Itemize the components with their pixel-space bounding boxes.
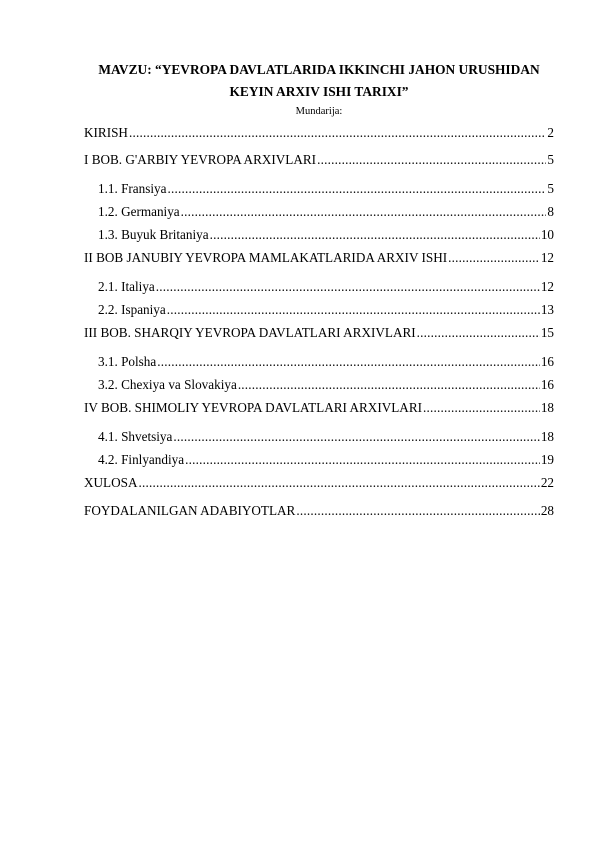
toc-page-number: 28 [540,503,554,518]
toc-entry-1-3[interactable] [98,226,554,244]
toc-entry-adabiyotlar[interactable] [84,502,554,520]
title-line-2: KEYIN ARXIV ISHI TARIXI” [229,84,409,99]
toc-entry-label: 3.1. Polsha [98,354,157,369]
toc-heading: Mundarija: [295,106,343,117]
toc-entry-1-1[interactable] [98,180,554,198]
toc-entry-label: 2.2. Ispaniya [98,302,166,317]
toc-entry-3-1[interactable] [98,353,554,371]
dot-leader [129,124,546,142]
dot-leader [296,502,539,520]
toc-page-number: 12 [540,250,554,265]
dot-leader [423,399,540,417]
toc-entry-label: 1.3. Buyuk Britaniya [98,227,209,242]
toc-page-number: 15 [540,325,554,340]
dot-leader [168,180,547,198]
toc-entry-chapter-4[interactable] [84,399,554,417]
toc-entry-label: 1.2. Germaniya [98,204,180,219]
toc-page-number: 5 [547,152,554,167]
toc-entry-2-2[interactable] [98,301,554,319]
toc-page-number: 18 [540,400,554,415]
toc-entry-label: 4.1. Shvetsiya [98,429,173,444]
toc-entry-label: II BOB JANUBIY YEVROPA MAMLAKATLARIDA ARXIV ISHI [84,250,448,265]
dot-leader [167,301,540,319]
toc-page-number: 5 [547,181,554,196]
toc-page-number: 19 [540,452,554,467]
toc-entry-1-2[interactable] [98,203,554,221]
toc-entry-4-1[interactable] [98,428,554,446]
toc-page-number: 13 [540,302,554,317]
toc-entry-4-2[interactable] [98,451,554,469]
toc-entry-label: 1.1. Fransiya [98,181,167,196]
toc-entry-label: IV BOB. SHIMOLIY YEVROPA DAVLATLARI ARXIVLARI [84,400,423,415]
toc-page-number: 16 [540,377,554,392]
dot-leader [238,376,540,394]
toc-page-number: 8 [547,204,554,219]
dot-leader [448,249,540,267]
toc-entry-label: XULOSA [84,475,138,490]
document-title [84,59,554,103]
toc-entry-2-1[interactable] [98,278,554,296]
toc-entry-label: III BOB. SHARQIY YEVROPA DAVLATLARI ARXIVLARI [84,325,416,340]
title-line-1: MAVZU: “YEVROPA DAVLATLARIDA IKKINCHI JAHON URUSHIDAN [98,62,540,77]
dot-leader [157,353,540,371]
toc-entry-label: I BOB. G'ARBIY YEVROPA ARXIVLARI [84,152,317,167]
toc-page-number: 22 [540,475,554,490]
toc-page-number: 12 [540,279,554,294]
dot-leader [173,428,539,446]
toc-entry-label: 3.2. Chexiya va Slovakiya [98,377,237,392]
toc-entry-xulosa[interactable] [84,474,554,492]
dot-leader [156,278,540,296]
dot-leader [181,203,547,221]
dot-leader [417,324,540,342]
toc-entry-chapter-1[interactable] [84,151,554,169]
toc-page-number: 2 [547,125,554,140]
dot-leader [185,451,540,469]
toc-entry-label: 2.1. Italiya [98,279,155,294]
dot-leader [210,226,540,244]
toc-entry-label: FOYDALANILGAN ADABIYOTLAR [84,503,296,518]
toc-entry-kirish[interactable] [84,124,554,142]
dot-leader [138,474,539,492]
toc-entry-label: 4.2. Finlyandiya [98,452,185,467]
toc-page-number: 18 [540,429,554,444]
toc-entry-3-2[interactable] [98,376,554,394]
toc-page-number: 10 [540,227,554,242]
toc-entry-label: KIRISH [84,125,128,140]
toc-page-number: 16 [540,354,554,369]
dot-leader [317,151,546,169]
toc-entry-chapter-2[interactable] [84,249,554,267]
toc-entry-chapter-3[interactable] [84,324,554,342]
